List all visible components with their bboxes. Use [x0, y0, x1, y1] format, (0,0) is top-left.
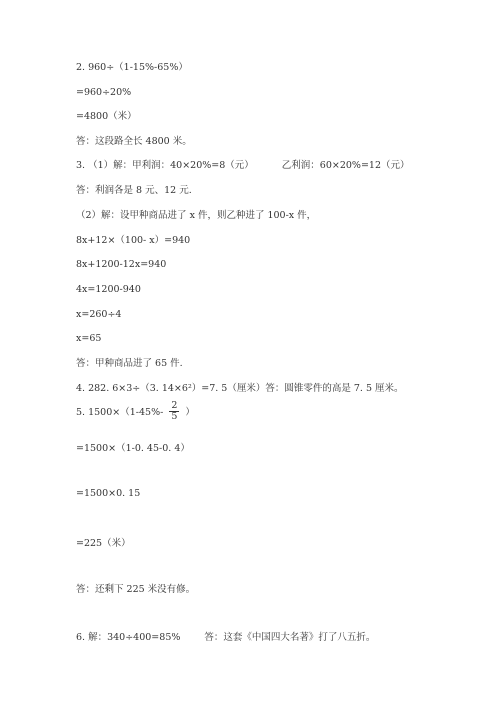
profit-b-text: 乙利润：60×20%=12（元） — [281, 160, 410, 171]
fraction-numerator: 2 — [171, 400, 178, 411]
equation-line-2: 8x+1200-12x=940 — [76, 259, 167, 270]
profit-a-text: 3. （1）解：甲利润：40×20%=8（元） — [76, 160, 254, 171]
problem-5-suffix: ） — [185, 407, 195, 418]
equation-line-5: x=65 — [76, 333, 102, 344]
problem-3-part-1 — [76, 160, 410, 172]
equation-line-1: 8x+12×（100- x）=940 — [76, 235, 191, 246]
problem-6-solution: 6. 解：340÷400=85% — [76, 632, 181, 643]
problem-2-line-3: =4800（米） — [76, 111, 137, 122]
equation-line-3: 4x=1200-940 — [76, 284, 141, 295]
problem-6-line — [76, 632, 375, 644]
problem-3-answer-1: 答：利润各是 8 元、12 元. — [76, 185, 192, 196]
problem-4-line: 4. 282. 6×3÷（3. 14×6²）=7. 5（厘米）答：圆锥零件的高是 7. 5 厘米。 — [76, 383, 404, 394]
problem-5-prefix: 5. 1500×（1-45%- — [76, 407, 164, 418]
problem-2-line-1: 2. 960÷（1-15%-65%） — [76, 62, 188, 73]
fraction-two-fifths — [169, 401, 179, 422]
problem-6-answer: 答：这套《中国四大名著》打了八五折。 — [204, 632, 376, 643]
problem-2-line-2: =960÷20% — [76, 87, 132, 98]
problem-2-answer: 答：这段路全长 4800 米。 — [76, 136, 192, 147]
fraction-denominator: 5 — [171, 411, 178, 422]
equation-line-4: x=260÷4 — [76, 309, 122, 320]
problem-5-line-1 — [76, 402, 195, 423]
problem-5-answer: 答：还剩下 225 米没有修。 — [76, 584, 196, 595]
problem-5-line-3: =1500×0. 15 — [76, 488, 141, 499]
problem-3-part-2: （2）解：设甲种商品进了 x 件，则乙种进了 100-x 件， — [76, 210, 317, 221]
problem-5-line-4: =225（米） — [76, 538, 131, 549]
problem-5-line-2: =1500×（1-0. 45-0. 4） — [76, 443, 190, 454]
problem-3-answer-2: 答：甲种商品进了 65 件. — [76, 358, 183, 369]
